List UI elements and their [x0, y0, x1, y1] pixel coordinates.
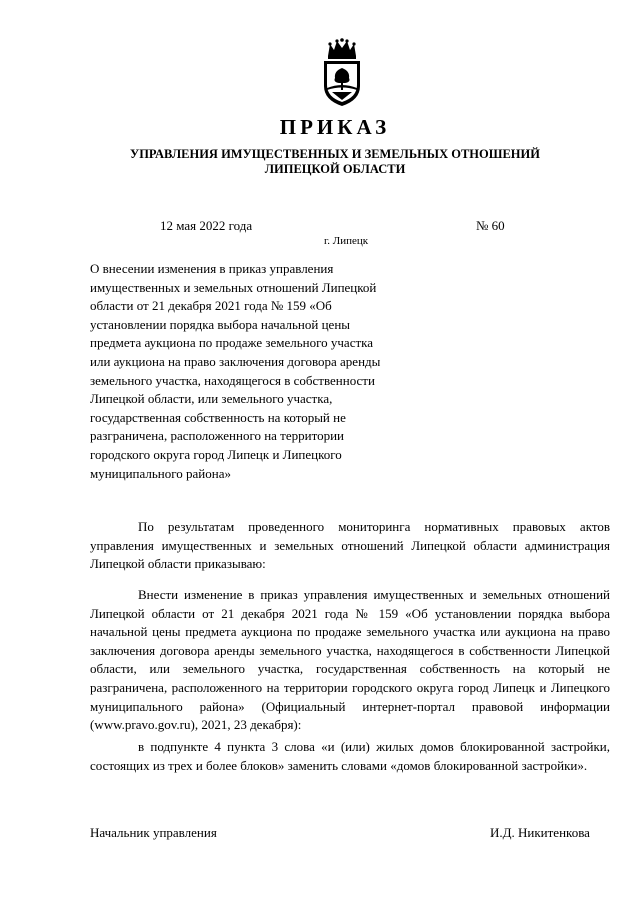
signature-role: Начальник управления [90, 825, 217, 840]
body-paragraph-amendment: в подпункте 4 пункта 3 слова «и (или) жилых домов блокированной застройки, состоящих из трех и более блоков» заменить словами «домов блокированной застройки». [90, 739, 610, 773]
document-date: 12 мая 2022 года [160, 218, 253, 233]
issuing-authority-line1: УПРАВЛЕНИЯ ИМУЩЕСТВЕННЫХ И ЗЕМЕЛЬНЫХ ОТНОШЕНИЙ [130, 147, 540, 161]
document-subject: О внесении изменения в приказ управления имущественных и земельных отношений Липецкой области от 21 декабря 2021 года № 159 «Об установлении порядка выбора начальной цены предмета аукциона по продаже земельного участка или аукциона на право заключения договора аренды земельного участка, находящегося в собственности Липецкой области, или земельного участка, государственная собственность на который не разграничена, расположенного на территории городского округа город Липецк и Липецкого муниципального района» [90, 261, 381, 481]
body-paragraph-order: Внести изменение в приказ управления имущественных и земельных отношений Липецкой области от 21 декабря 2021 года № 159 «Об установлении порядка выбора начальной цены предмета аукциона по продаже земельного участка или аукциона на право заключения договора аренды земельного участка, находящегося в собственности Липецкой области, или земельного участка, государственная собственность на который не разграничена, расположенного на территории городского округа город Липецк и Липецкого муниципального района» (Официальный интернет-портал правовой информации (www.pravo.gov.ru), 2021, 23 декабря): [90, 587, 610, 733]
document-title: ПРИКАЗ [279, 115, 391, 139]
body-paragraph-preamble: По результатам проведенного мониторинга нормативных правовых актов управления имущественных и земельных отношений Липецкой области администрация Липецкой области приказываю: [90, 519, 610, 572]
document-city: г. Липецк [324, 235, 369, 247]
document-number: № 60 [476, 218, 505, 233]
coat-of-arms-icon [318, 38, 366, 108]
issuing-authority-line2: ЛИПЕЦКОЙ ОБЛАСТИ [264, 162, 406, 176]
issuing-authority [0, 147, 640, 177]
signature-name: И.Д. Никитенкова [490, 825, 590, 840]
